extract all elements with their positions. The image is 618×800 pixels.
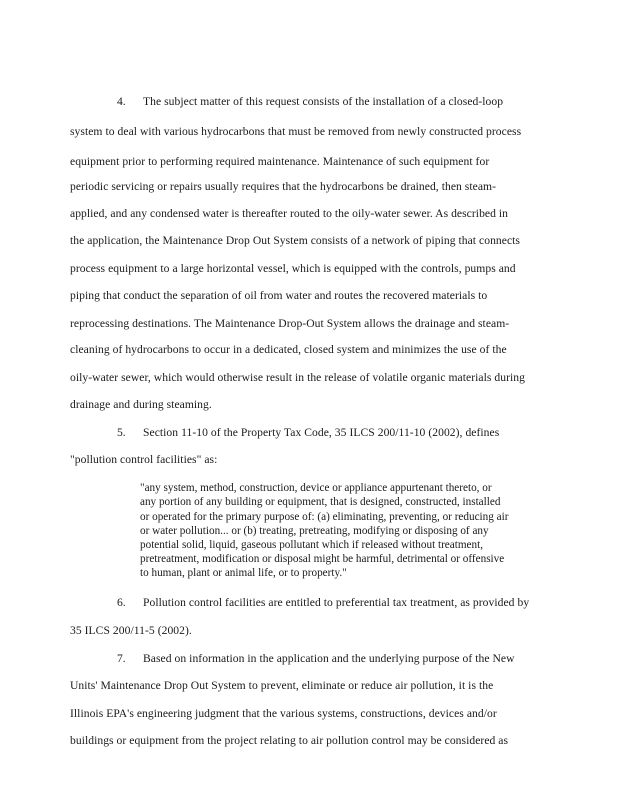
paragraph-line: piping that conduct the separation of oil from water and routes the recovered materials to bbox=[70, 289, 488, 302]
paragraph-number: 5. bbox=[117, 426, 126, 439]
paragraph-number: 6. bbox=[117, 596, 126, 609]
paragraph-line: "pollution control facilities" as: bbox=[70, 453, 218, 466]
paragraph-line: periodic servicing or repairs usually requires that the hydrocarbons be drained, then steam- bbox=[70, 180, 497, 193]
paragraph-line: equipment prior to performing required maintenance. Maintenance of such equipment for bbox=[70, 155, 490, 168]
paragraph-line: Section 11-10 of the Property Tax Code, 35 ILCS 200/11-10 (2002), defines bbox=[143, 426, 500, 439]
paragraph-line: Units' Maintenance Drop Out System to prevent, eliminate or reduce air pollution, it is the bbox=[70, 679, 494, 692]
paragraph-line: The subject matter of this request consists of the installation of a closed-loop bbox=[143, 95, 504, 108]
quote-line: "any system, method, construction, device or appliance appurtenant thereto, or bbox=[140, 482, 492, 494]
quote-line: pretreatment, modification or disposal might be harmful, detrimental or offensive bbox=[140, 553, 505, 565]
quote-line: or operated for the primary purpose of: (a) eliminating, preventing, or reducing air bbox=[140, 511, 509, 523]
paragraph-line: the application, the Maintenance Drop Out System consists of a network of piping that connects bbox=[70, 234, 520, 247]
paragraph-line: 35 ILCS 200/11-5 (2002). bbox=[70, 624, 192, 637]
quote-line: potential solid, liquid, gaseous pollutant which if released without treatment, bbox=[140, 539, 484, 551]
quote-line: to human, plant or animal life, or to property." bbox=[140, 567, 347, 579]
paragraph-line: Based on information in the application and the underlying purpose of the New bbox=[143, 652, 515, 665]
paragraph-line: process equipment to a large horizontal vessel, which is equipped with the controls, pumps and bbox=[70, 262, 516, 275]
paragraph-line: drainage and during steaming. bbox=[70, 398, 212, 411]
paragraph-line: Pollution control facilities are entitled to preferential tax treatment, as provided by bbox=[143, 596, 530, 609]
paragraph-line: oily-water sewer, which would otherwise result in the release of volatile organic materials during bbox=[70, 371, 525, 384]
quote-line: or water pollution... or (b) treating, pretreating, modifying or disposing of any bbox=[140, 525, 489, 537]
paragraph-number: 7. bbox=[117, 652, 126, 665]
paragraph-line: reprocessing destinations. The Maintenance Drop-Out System allows the drainage and steam- bbox=[70, 317, 510, 330]
quote-line: any portion of any building or equipment, that is designed, constructed, installed bbox=[140, 496, 501, 508]
paragraph-line: applied, and any condensed water is thereafter routed to the oily-water sewer. As described in bbox=[70, 207, 509, 220]
paragraph-line: system to deal with various hydrocarbons that must be removed from newly constructed process bbox=[70, 125, 522, 138]
paragraph-line: Illinois EPA's engineering judgment that the various systems, constructions, devices and/or bbox=[70, 707, 497, 720]
paragraph-line: buildings or equipment from the project relating to air pollution control may be considered as bbox=[70, 734, 509, 747]
paragraph-line: cleaning of hydrocarbons to occur in a dedicated, closed system and minimizes the use of the bbox=[70, 343, 507, 356]
paragraph-number: 4. bbox=[117, 95, 126, 108]
